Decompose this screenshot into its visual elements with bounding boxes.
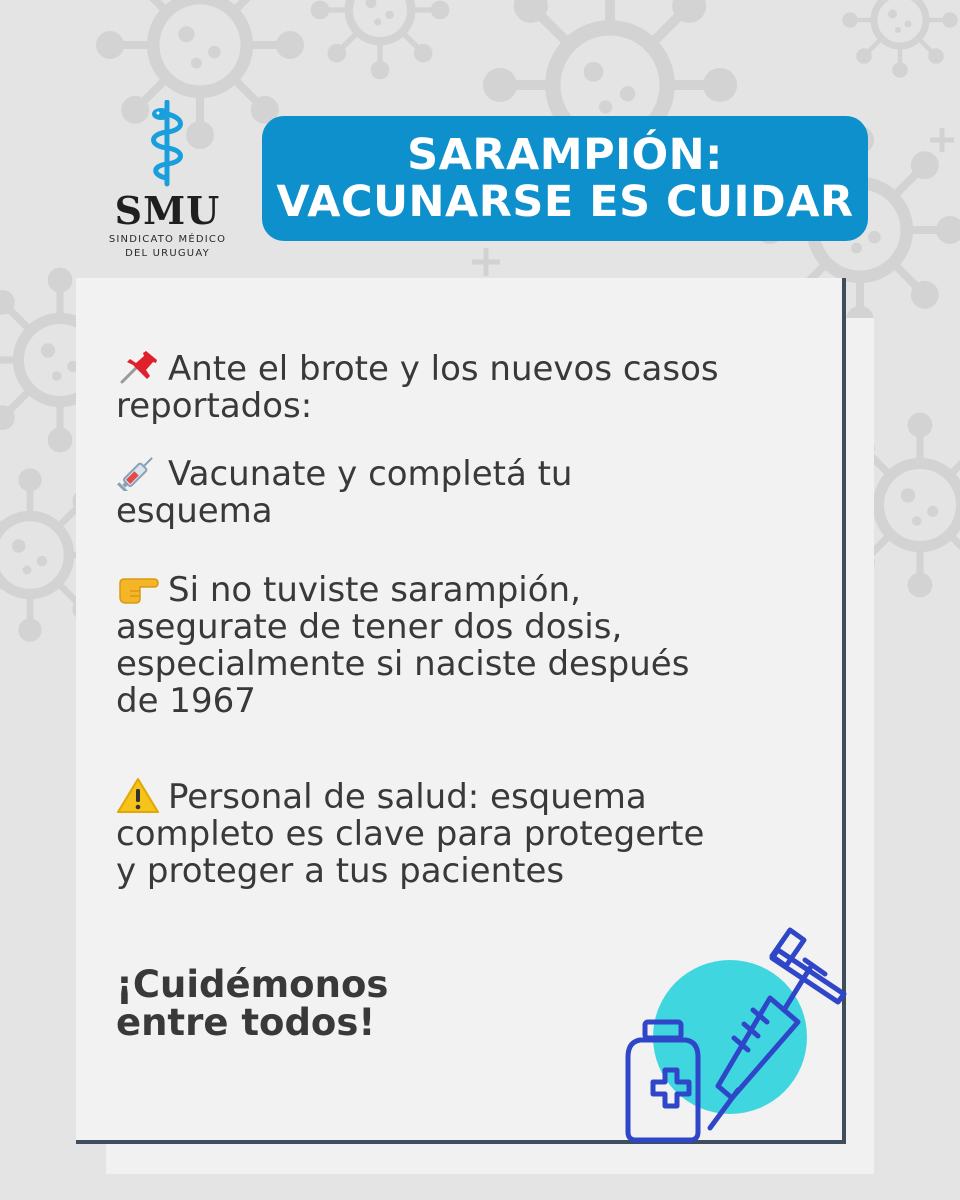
item-two-doses-line2: asegurate de tener dos dosis, [116, 607, 623, 647]
logo-abbreviation: SMU [114, 188, 221, 233]
syringe-icon [116, 453, 160, 491]
pushpin-icon [116, 348, 160, 386]
title-line2: VACUNARSE ES CUIDAR [276, 176, 854, 227]
staff-of-asclepius-icon [137, 100, 197, 188]
vaccine-illustration [620, 922, 860, 1152]
closing-line2: entre todos! [116, 1001, 376, 1044]
logo-subtitle-line2: DEL URUGUAY [125, 248, 210, 259]
closing-message [116, 963, 389, 1044]
smu-logo [105, 100, 230, 260]
item-two-doses-line1: Si no tuviste sarampión, [116, 569, 836, 609]
item-health-staff-line1: Personal de salud: esquema [116, 776, 836, 816]
item-outbreak-line1: Ante el brote y los nuevos casos [116, 348, 836, 388]
title-banner [262, 116, 868, 241]
item-health-staff-line2: completo es clave para protegerte [116, 814, 705, 854]
item-vaccinate-line2: esquema [116, 491, 273, 531]
vial-icon [628, 1022, 698, 1140]
logo-subtitle-line1: SINDICATO MÉDICO [108, 234, 227, 245]
item-outbreak-line2: reportados: [116, 386, 313, 426]
title-line1: SARAMPIÓN: [407, 129, 723, 180]
warning-icon [116, 776, 160, 814]
item-two-doses-line3: especialmente si naciste después [116, 644, 690, 684]
item-two-doses-line4: de 1967 [116, 681, 256, 721]
item-outbreak [116, 348, 836, 425]
item-health-staff [116, 776, 836, 890]
item-two-doses [116, 569, 836, 720]
logo-subtitle [105, 233, 230, 261]
item-vaccinate-line1: Vacunate y completá tu [116, 453, 836, 493]
item-health-staff-line3: y proteger a tus pacientes [116, 851, 565, 891]
closing-line1: ¡Cuidémonos [116, 963, 389, 1006]
pointing-hand-icon [116, 569, 160, 607]
item-vaccinate [116, 453, 836, 530]
